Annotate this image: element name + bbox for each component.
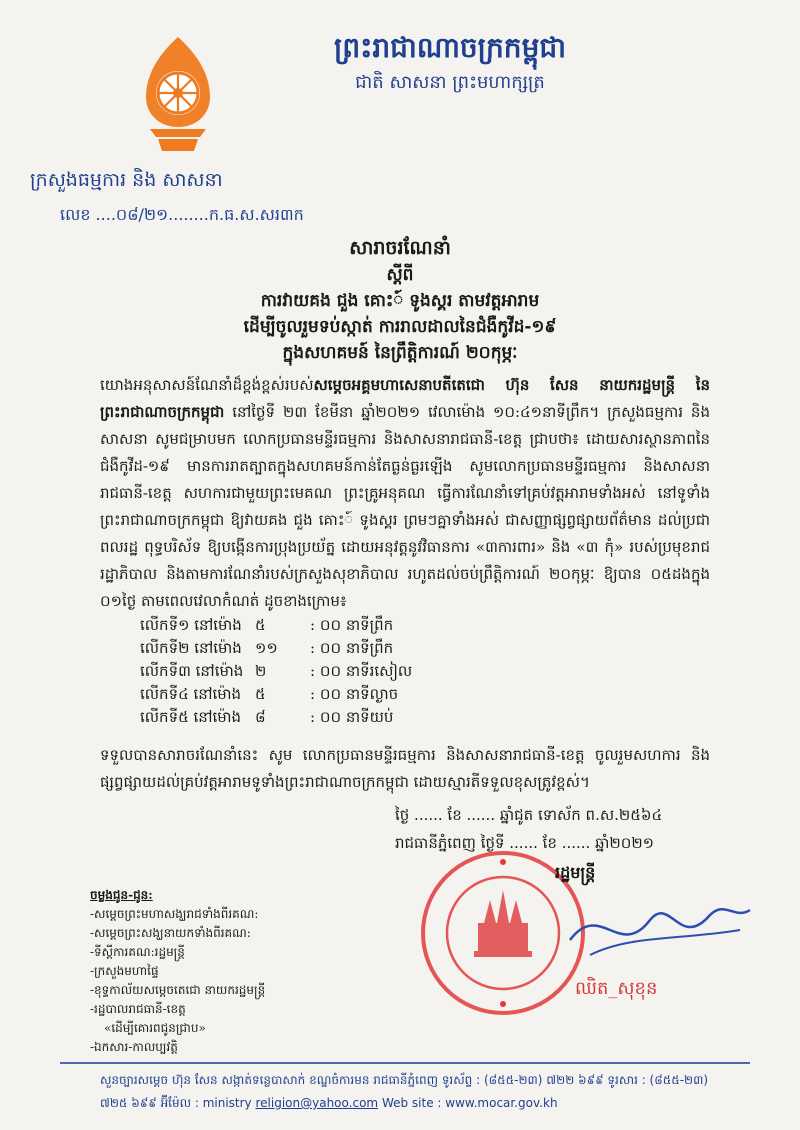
footer-contact <box>100 1095 780 1113</box>
schedule-row <box>140 685 540 708</box>
schedule-hour: ១១ <box>255 639 278 657</box>
schedule-round: លើកទី២ នៅម៉ោង <box>140 639 242 657</box>
signatory-name: ឈិត_សុខុន <box>575 978 658 999</box>
document-type: សារាចរណែនាំ <box>349 237 451 259</box>
schedule-round: លើកទី៣ នៅម៉ោង <box>140 662 244 680</box>
ministry-emblem-icon <box>128 35 228 155</box>
schedule-time: : ០០ នាទីល្ងាច <box>310 685 399 703</box>
schedule-hour: ២ <box>255 662 267 680</box>
footer-address: សួនច្បារសម្តេច ហ៊ុន សែន សង្កាត់ទន្លេបាសាក់ ខណ្ឌចំការមន រាជធានីភ្នំពេញ ទូរស័ព្ទ : (៨៥៥-២៣) ៧២២ ៦៩៩ ទូរសារ : (៨៥៥-២៣) <box>100 1073 709 1087</box>
footer-email-label: អ៊ីម៉ែល : ministry <box>160 1096 252 1110</box>
body-intro: យោងអនុសាសន៍ណែនាំដ៏ខ្ពង់ខ្ពស់របស់ <box>100 376 314 394</box>
signature-icon <box>560 880 760 970</box>
subject-line-3: ក្នុងសហគមន៍ នៃព្រឹត្តិការណ៍ ២០កុម្ភៈ <box>282 343 518 363</box>
list-item: -ខុទ្ទកាល័យសម្តេចតេជោ នាយករដ្ឋមន្ត្រី <box>90 983 266 997</box>
schedule-time: : ០០ នាទីរសៀល <box>310 662 413 680</box>
schedule-hour: ៨ <box>255 708 266 726</box>
reference-number: លេខ ....០៨/២១........ក.ធ.ស.សរ៣ក <box>60 205 304 224</box>
kingdom-heading: ព្រះរាជាណាចក្រកម្ពុជា <box>333 31 566 64</box>
list-item: -ទីស្តីការគណ:រដ្ឋមន្ត្រី <box>90 945 185 959</box>
prime-minister-name: សម្តេចអគ្គមហាសេនាបតីតេជោ ហ៊ុន សែន នាយករដ្ឋមន្ត្រី នៃព្រះរាជាណាចក្រកម្ពុជា <box>100 376 710 421</box>
schedule-round: លើកទី៥ នៅម៉ោង <box>140 708 242 726</box>
subject-line-1: ការវាយគង ជួង គោះ៍ ទូងស្គរ តាមវត្តអារាម <box>260 291 540 311</box>
schedule-round: លើកទី១ នៅម៉ោង <box>140 616 242 634</box>
schedule-round: លើកទី៤ នៅម៉ោង <box>140 685 242 703</box>
closing-paragraph: ទទួលបានសារាចរណែនាំនេះ សូម លោកប្រធានមន្ទីរធម្មការ និងសាសនារាជធានី-ខេត្ត ចូលរួមសហការ និងផ្សព្វផ្សាយដល់គ្រប់វត្តអារាមទូទាំងព្រះរាជាណាចក្រកម្ពុជា ដោយស្មារតីទទួលខុសត្រូវខ្ពស់។ <box>100 746 710 791</box>
schedule-time: : ០០ នាទីព្រឹក <box>310 616 394 634</box>
schedule-time: : ០០ នាទីព្រឹក <box>310 639 394 657</box>
lunar-date: ថ្ងៃ ...... ខែ ...... ឆ្នាំជូត ទោស័ក ព.ស.២៥៦៤ <box>395 806 663 824</box>
list-item: -ក្រសួងមហាផ្ទៃ <box>90 964 159 978</box>
body-paragraph <box>100 372 710 615</box>
schedule-row <box>140 616 540 639</box>
list-item: -សម្តេចព្រះមហាសង្ឃរាជទាំងពីរគណ: <box>90 907 259 921</box>
signatory-role: រដ្ឋមន្ត្រី <box>555 863 596 882</box>
list-item: -រដ្ឋបាលរាជធានី-ខេត្ត <box>90 1002 186 1016</box>
schedule-time: : ០០ នាទីយប់ <box>310 708 394 726</box>
list-item: «ដើម្បីគោរពជូនជ្រាប» <box>104 1021 206 1035</box>
schedule-row <box>140 662 540 685</box>
about-label: ស្តីពី <box>386 265 414 285</box>
national-motto: ជាតិ សាសនា ព្រះមហាក្សត្រ <box>355 72 545 93</box>
recipients-heading: ចម្លងជូន-ជូន: <box>90 888 153 902</box>
footer-fax-tail: ៧២៥ ៦៩៩ <box>100 1096 157 1110</box>
ministry-name: ក្រសួងធម្មការ និង សាសនា <box>30 169 223 191</box>
list-item: -សម្តេចព្រះសង្ឃនាយកទាំងពីរគណ: <box>90 926 251 940</box>
body-rest: នៅថ្ងៃទី ២៣ ខែមីនា ឆ្នាំ២០២១ វេលាម៉ោង ១០:៤១នាទីព្រឹក។ ក្រសួងធម្មការ និងសាសនា សូមជម្រាបមក លោកប្រធានមន្ទីរធម្មការ និងសាសនារាជធានី-ខេត្ត ជ្រាបថា៖ ដោយសារស្ថានភាពនៃជំងឺកូវីដ-១៩ មានការរាតត្បាតក្នុងសហគមន៍កាន់តែធ្ងន់ធ្ងរឡើង សូមលោកប្រធានមន្ទីរធម្មការ និងសាសនារាជធានី-ខេត្ត សហការជាមួយព្រះមេគណ ព្រះគ្រូអនុគណ ធ្វើការណែនាំទៅគ្រប់វត្តអារាមទាំងអស់ នៅទូទាំងព្រះរាជាណាចក្រកម្ពុជា ឱ្យវាយគង ជួង គោះ៍ ទូងស្គរ ព្រមៗគ្នាទាំងអស់ ជាសញ្ញាផ្សព្វផ្សាយព័ត៌មាន ដល់ប្រជាពលរដ្ឋ ពុទ្ធបរិស័ទ ឱ្យបង្កើនការប្រុងប្រយ័ត្ន ដោយអនុវត្តនូវវិធានការ «៣ការពារ» និង «៣ កុំ» របស់ប្រមុខរាជរដ្ឋាភិបាល និងតាមការណែនាំរបស់ក្រសួងសុខាភិបាល រហូតដល់ចប់ព្រឹត្តិការណ៍ ២០កុម្ភៈ ឱ្យបាន ០៥ដងក្នុង ០១ថ្ងៃ តាមពេលវេលាកំណត់ ដូចខាងក្រោម៖ <box>100 403 710 610</box>
list-item: -ឯកសារ-កាលប្បវត្តិ <box>90 1040 178 1054</box>
email-link[interactable]: religion@yahoo.com <box>255 1096 379 1110</box>
recipients-list <box>90 886 370 1057</box>
schedule-hour: ៥ <box>255 685 266 703</box>
website-link[interactable]: Web site : www.mocar.gov.kh <box>381 1096 558 1110</box>
schedule-row <box>140 708 540 731</box>
schedule-hour: ៥ <box>255 616 266 634</box>
schedule-row <box>140 639 540 662</box>
subject-line-2: ដើម្បីចូលរួមទប់ស្កាត់ ការរាលដាលនៃជំងឺកូវីដ-១៩ <box>243 317 557 337</box>
schedule-list <box>140 616 540 731</box>
footer-divider <box>60 1062 750 1064</box>
solar-date: រាជធានីភ្នំពេញ ថ្ងៃទី ...... ខែ ...... ឆ្នាំ២០២១ <box>395 834 655 852</box>
